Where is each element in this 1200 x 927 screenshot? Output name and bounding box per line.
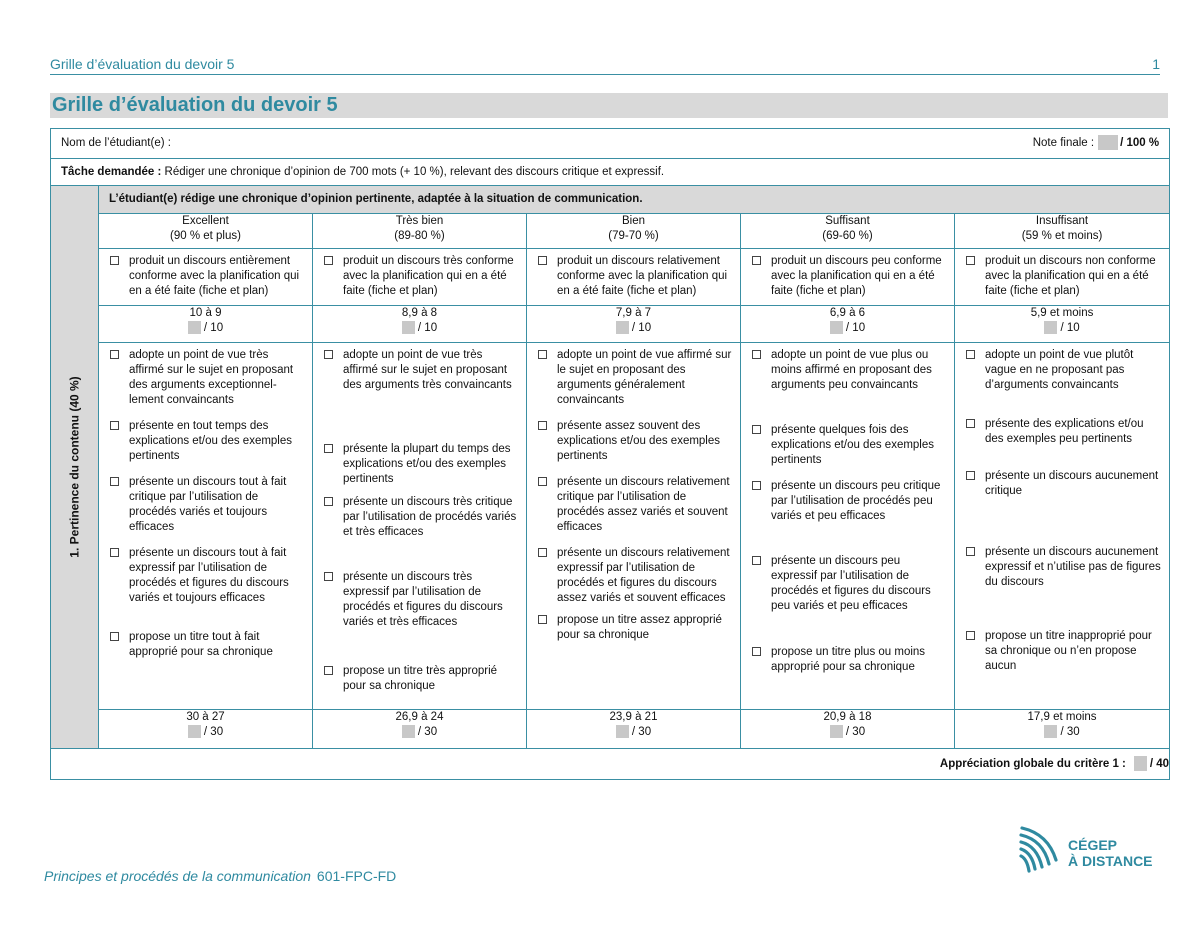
checklist-item-text: propose un titre très approprié pour sa chronique (343, 665, 498, 692)
criterion-vertical-label: 1. Pertinence du contenu (40 %) (67, 376, 81, 558)
student-row (51, 129, 1170, 159)
score-out-of: / 30 (203, 726, 224, 738)
page-header (50, 56, 1160, 75)
checklist-item (313, 249, 526, 299)
score-input[interactable] (830, 321, 843, 334)
score-input[interactable] (188, 321, 201, 334)
checklist-item-text: présente assez souvent des explications et/ou des exemples pertinents (557, 420, 721, 462)
level-range: (79-70 %) (608, 230, 659, 242)
checklist-item (99, 535, 312, 606)
score-entry (741, 321, 954, 336)
checklist-item (741, 343, 954, 393)
level-range: (69-60 %) (822, 230, 873, 242)
level-header (955, 214, 1170, 249)
checklist-item (741, 249, 954, 299)
checkbox[interactable] (538, 477, 547, 486)
header-title: Grille d’évaluation du devoir 5 (50, 56, 235, 72)
checkbox[interactable] (110, 477, 119, 486)
level-header (527, 214, 741, 249)
footer (44, 868, 396, 884)
score-input[interactable] (616, 321, 629, 334)
score-entry (313, 725, 526, 740)
task-label: Tâche demandée : (61, 166, 162, 178)
score-range: 17,9 et moins (1027, 711, 1097, 723)
checklist-item-text: propose un titre assez approprié pour sa chronique (557, 614, 722, 641)
checkbox[interactable] (110, 256, 119, 265)
score-out-of: / 30 (417, 726, 438, 738)
score-out-of: / 30 (1060, 726, 1080, 738)
level-score-30 (313, 710, 527, 749)
level-score-30 (741, 710, 955, 749)
checklist-item-text: présente quelques fois des explications et/ou des exemples pertinents (771, 424, 935, 466)
checkbox[interactable] (538, 256, 547, 265)
score-entry (313, 321, 526, 336)
checklist-item (99, 408, 312, 464)
checkbox[interactable] (324, 572, 333, 581)
global-appreciation-label: Appréciation globale du critère 1 : (939, 758, 1126, 770)
checkbox[interactable] (110, 632, 119, 641)
checklist-item (955, 499, 1169, 590)
level-header (741, 214, 955, 249)
level-name: Très bien (395, 215, 444, 227)
checkbox[interactable] (324, 256, 333, 265)
checklist-item-text: propose un titre plus ou moins approprié pour sa chronique (771, 646, 926, 673)
checklist-item (955, 393, 1169, 447)
global-appreciation-cell (51, 749, 1170, 780)
level-range: (89-80 %) (394, 230, 445, 242)
level-score-10 (99, 306, 313, 343)
level-header (99, 214, 313, 249)
checklist-item-text: produit un discours entièrement conforme avec la planification qui en a été faite (fiche et plan) (129, 255, 300, 297)
checkbox[interactable] (752, 350, 761, 359)
checklist-item (741, 468, 954, 524)
checklist-item (527, 606, 740, 643)
checklist-item (99, 606, 312, 660)
level-score-30 (527, 710, 741, 749)
checklist-item-text: produit un discours relativement conforme avec la planification qui en a été faite (fiche et plan) (557, 255, 728, 297)
global-grade-input[interactable] (1134, 756, 1147, 771)
level-criteria-items (741, 343, 955, 710)
score-out-of: / 30 (845, 726, 866, 738)
logo-line1: CÉGEP (1068, 837, 1118, 853)
checkbox[interactable] (110, 350, 119, 359)
score-input[interactable] (616, 725, 629, 738)
document-title: Grille d’évaluation du devoir 5 (50, 93, 1168, 118)
score-range: 23,9 à 21 (609, 711, 658, 723)
checkbox[interactable] (538, 421, 547, 430)
score-out-of: / 30 (631, 726, 652, 738)
final-grade-input[interactable] (1098, 135, 1118, 150)
final-grade-out-of: / 100 % (1120, 137, 1160, 149)
checkbox[interactable] (324, 350, 333, 359)
level-name: Bien (621, 215, 646, 227)
level-score-10 (313, 306, 527, 343)
checklist-item-text: présente un discours très critique par l’utilisation de procédés variés et très efficaces (343, 496, 517, 538)
checklist-item-text: présente un discours relativement expressif par l’utilisation de procédés et figures du discours assez variés et souvent efficaces (557, 547, 730, 604)
checkbox[interactable] (538, 350, 547, 359)
evaluation-grid (50, 128, 1170, 780)
level-score-30 (99, 710, 313, 749)
checkbox[interactable] (324, 497, 333, 506)
footer-code: 601-FPC-FD (316, 868, 397, 884)
checklist-item (955, 249, 1169, 299)
score-input[interactable] (830, 725, 843, 738)
level-criteria-items (99, 343, 313, 710)
score-out-of: / 10 (631, 322, 652, 334)
level-score-10 (955, 306, 1170, 343)
checkbox[interactable] (966, 256, 975, 265)
checkbox[interactable] (966, 631, 975, 640)
level-criteria-items (955, 343, 1170, 710)
checklist-item-text: présente un discours tout à fait expressif par l’utilisation de procédés et figures du discours variés et toujours efficaces (129, 547, 289, 604)
score-input[interactable] (402, 321, 415, 334)
checkbox[interactable] (110, 548, 119, 557)
score-out-of: / 10 (1060, 322, 1080, 334)
criterion-title-cell (99, 186, 1170, 214)
score-range: 26,9 à 24 (395, 711, 444, 723)
criterion-side-cell (51, 186, 99, 749)
score-range: 5,9 et moins (1030, 307, 1094, 319)
checkbox[interactable] (324, 666, 333, 675)
score-entry (955, 321, 1169, 336)
final-grade (1033, 129, 1159, 158)
checklist-item (313, 343, 526, 393)
checkbox[interactable] (110, 421, 119, 430)
checklist-item-text: adopte un point de vue affirmé sur le sujet en proposant des arguments généralement convaincants (557, 349, 732, 406)
checklist-item (527, 535, 740, 606)
level-first-items (99, 249, 313, 306)
checklist-item-text: présente un discours tout à fait critique par l’utilisation de procédés variés et toujours efficaces (129, 476, 287, 533)
checklist-item (527, 408, 740, 464)
score-input[interactable] (1044, 725, 1057, 738)
task-text: Rédiger une chronique d’opinion de 700 mots (+ 10 %), relevant des discours critique et expressif. (164, 166, 665, 178)
checklist-item-text: présente un discours peu expressif par l’utilisation de procédés et figures du discours peu variés et peu efficaces (771, 555, 931, 612)
score-range: 10 à 9 (189, 307, 222, 319)
checklist-item (99, 249, 312, 299)
checklist-item (99, 464, 312, 535)
checklist-item-text: adopte un point de vue très affirmé sur le sujet en proposant des arguments très convaincants (343, 349, 512, 391)
cegep-logo-icon (1018, 822, 1064, 878)
checkbox[interactable] (752, 481, 761, 490)
level-score-10 (527, 306, 741, 343)
final-grade-label: Note finale : (1032, 137, 1095, 149)
checklist-item-text: adopte un point de vue plus ou moins affirmé en proposant des arguments peu convaincants (771, 349, 932, 391)
checklist-item (313, 393, 526, 487)
checklist-item-text: propose un titre tout à fait approprié pour sa chronique (129, 631, 273, 658)
level-criteria-items (313, 343, 527, 710)
logo-text (1068, 837, 1153, 869)
checkbox[interactable] (538, 548, 547, 557)
score-entry (99, 725, 312, 740)
score-range: 30 à 27 (186, 711, 225, 723)
checklist-item-text: présente des explications et/ou des exemples peu pertinents (985, 418, 1144, 445)
score-out-of: / 10 (203, 322, 224, 334)
checklist-item (741, 614, 954, 675)
level-header (313, 214, 527, 249)
score-range: 6,9 à 6 (829, 307, 866, 319)
score-entry (99, 321, 312, 336)
score-entry (527, 321, 740, 336)
level-score-10 (741, 306, 955, 343)
checklist-item-text: présente la plupart du temps des explications et/ou des exemples pertinents (343, 443, 511, 485)
score-input[interactable] (402, 725, 415, 738)
student-name-label: Nom de l’étudiant(e) : (61, 137, 171, 149)
level-criteria-items (527, 343, 741, 710)
score-entry (527, 725, 740, 740)
level-range: (59 % et moins) (1021, 230, 1103, 242)
checklist-item-text: présente un discours aucunement expressif et n’utilise pas de figures du discours (985, 546, 1161, 588)
checkbox[interactable] (752, 256, 761, 265)
checkbox[interactable] (966, 471, 975, 480)
page-number: 1 (1152, 56, 1160, 72)
score-entry (741, 725, 954, 740)
score-input[interactable] (1044, 321, 1057, 334)
checkbox[interactable] (966, 547, 975, 556)
checklist-item-text: présente un discours peu critique par l’utilisation de procédés peu variés et peu efficaces (771, 480, 941, 522)
score-range: 7,9 à 7 (615, 307, 652, 319)
level-name: Suffisant (825, 215, 870, 227)
checklist-item (527, 249, 740, 299)
checklist-item (741, 524, 954, 614)
checklist-item-text: produit un discours non conforme avec la planification qui en a été faite (fiche et plan) (985, 255, 1156, 297)
level-name: Insuffisant (1035, 215, 1089, 227)
level-first-items (527, 249, 741, 306)
level-first-items (741, 249, 955, 306)
checklist-item (313, 630, 526, 694)
checklist-item-text: présente un discours relativement critique par l’utilisation de procédés assez variés et souvent efficaces (557, 476, 730, 533)
task-row (51, 159, 1170, 186)
checkbox[interactable] (324, 444, 333, 453)
level-first-items (955, 249, 1170, 306)
checkbox[interactable] (752, 647, 761, 656)
checkbox[interactable] (966, 350, 975, 359)
checklist-item-text: adopte un point de vue plutôt vague en ne proposant pas d’arguments convaincants (985, 349, 1134, 391)
score-entry (955, 725, 1169, 740)
checklist-item-text: présente un discours aucunement critique (985, 470, 1159, 497)
level-range: (90 % et plus) (170, 230, 241, 242)
level-first-items (313, 249, 527, 306)
checklist-item-text: présente en tout temps des explications et/ou des exemples pertinents (129, 420, 293, 462)
checkbox[interactable] (538, 615, 547, 624)
checklist-item (527, 343, 740, 408)
checklist-item (955, 590, 1169, 674)
checklist-item-text: produit un discours peu conforme avec la planification qui en a été faite (fiche et plan) (771, 255, 942, 297)
level-name: Excellent (182, 215, 229, 227)
checklist-item (99, 343, 312, 408)
score-range: 8,9 à 8 (401, 307, 438, 319)
level-score-30 (955, 710, 1170, 749)
global-out-of: / 40 (1149, 758, 1170, 770)
checklist-item (955, 343, 1169, 393)
checklist-item-text: produit un discours très conforme avec la planification qui en a été faite (fiche et plan) (343, 255, 514, 297)
checklist-item (313, 540, 526, 630)
score-out-of: / 10 (845, 322, 866, 334)
checkbox[interactable] (752, 425, 761, 434)
checklist-item (741, 393, 954, 468)
checkbox[interactable] (752, 556, 761, 565)
checkbox[interactable] (966, 419, 975, 428)
logo-line2: À DISTANCE (1068, 853, 1153, 869)
checklist-item-text: présente un discours très expressif par l’utilisation de procédés et figures du discours variés et très efficaces (343, 571, 503, 628)
checklist-item-text: propose un titre inapproprié pour sa chronique ou n’en propose aucun (985, 630, 1152, 672)
checklist-item (527, 464, 740, 535)
score-range: 20,9 à 18 (823, 711, 872, 723)
footer-course: Principes et procédés de la communication (44, 868, 311, 884)
cegep-logo (1018, 822, 1158, 878)
checklist-item (955, 447, 1169, 499)
checklist-item-text: adopte un point de vue très affirmé sur le sujet en proposant des arguments exceptionnel-lement convaincants (129, 349, 294, 406)
score-input[interactable] (188, 725, 201, 738)
criterion-title: L’étudiant(e) rédige une chronique d’opinion pertinente, adaptée à la situation de communication. (109, 193, 643, 205)
checklist-item (313, 487, 526, 540)
score-out-of: / 10 (417, 322, 438, 334)
